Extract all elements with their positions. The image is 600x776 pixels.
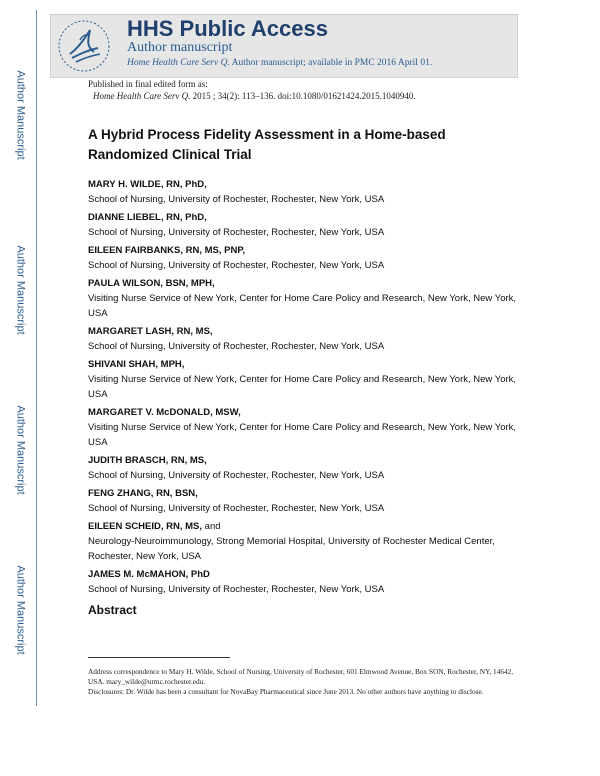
published-details: 2015 ; 34(2): 113–136. doi:10.1080/01621424.2015.1040940. [190, 91, 416, 101]
author-name-suffix: and [202, 521, 221, 532]
author-item [88, 453, 518, 483]
author-name: JUDITH BRASCH, RN, MS, [88, 455, 207, 466]
author-name: EILEEN FAIRBANKS, RN, MS, PNP, [88, 245, 246, 256]
author-item [88, 567, 518, 597]
paper-title: A Hybrid Process Fidelity Assessment in a Home-based Randomized Clinical Trial [88, 127, 446, 162]
author-name: MARGARET LASH, RN, MS, [88, 326, 213, 337]
footnote-correspondence: Address correspondence to Mary H. Wilde, School of Nursing, University of Rochester, 601 Elmwood Avenue, Box SON, Rochester, NY, 14642, USA. mary_wilde@urmc.rochester.edu. [88, 667, 514, 686]
footnote-disclosures: Disclosures: Dr. Wilde has been a consultant for NovaBay Pharmaceutical since June 2013. No other authors have anything to disclose. [88, 687, 484, 696]
side-divider [36, 10, 37, 706]
header-subtitle: Author manuscript [127, 40, 233, 55]
author-item [88, 210, 518, 240]
published-journal: Home Health Care Serv Q. [93, 91, 191, 101]
author-affiliation: School of Nursing, University of Rochester, Rochester, New York, USA [88, 260, 385, 271]
footnote-divider [88, 657, 230, 658]
author-affiliation: School of Nursing, University of Rochester, Rochester, New York, USA [88, 503, 385, 514]
author-affiliation: School of Nursing, University of Rochester, Rochester, New York, USA [88, 194, 385, 205]
author-name: SHIVANI SHAH, MPH, [88, 359, 185, 370]
author-name: EILEEN SCHEID, RN, MS, [88, 521, 203, 532]
author-list [88, 177, 518, 600]
author-affiliation: School of Nursing, University of Rochester, Rochester, New York, USA [88, 227, 385, 238]
author-item [88, 243, 518, 273]
author-name: DIANNE LIEBEL, RN, PhD, [88, 212, 207, 223]
side-label-author-manuscript: Author Manuscript [15, 245, 28, 335]
author-item [88, 177, 518, 207]
author-affiliation: School of Nursing, University of Rochester, Rochester, New York, USA [88, 470, 385, 481]
author-item [88, 405, 518, 450]
author-affiliation: Visiting Nurse Service of New York, Center for Home Care Policy and Research, New York, New York, USA [88, 293, 517, 319]
header-availability: Author manuscript; available in PMC 2016 April 01. [229, 58, 433, 68]
author-affiliation: School of Nursing, University of Rochester, Rochester, New York, USA [88, 584, 385, 595]
abstract-heading: Abstract [88, 603, 137, 617]
author-name: MARGARET V. McDONALD, MSW, [88, 407, 241, 418]
hhs-eagle-logo-icon [56, 18, 112, 74]
side-label-author-manuscript: Author Manuscript [15, 405, 28, 495]
author-affiliation: Visiting Nurse Service of New York, Center for Home Care Policy and Research, New York, New York, USA [88, 422, 517, 448]
author-name: FENG ZHANG, RN, BSN, [88, 488, 198, 499]
header-title: HHS Public Access [127, 16, 328, 41]
author-affiliation: Visiting Nurse Service of New York, Center for Home Care Policy and Research, New York, New York, USA [88, 374, 517, 400]
header-journal: Home Health Care Serv Q. [127, 58, 230, 68]
author-affiliation: Neurology-Neuroimmunology, Strong Memorial Hospital, University of Rochester Medical Center, Rochester, New York, USA [88, 536, 495, 562]
author-item [88, 276, 518, 321]
published-citation [93, 91, 416, 101]
side-label-author-manuscript: Author Manuscript [15, 70, 28, 160]
header-citation [127, 58, 432, 68]
author-affiliation: School of Nursing, University of Rochester, Rochester, New York, USA [88, 341, 385, 352]
published-label: Published in final edited form as: [88, 79, 208, 89]
author-name: PAULA WILSON, BSN, MPH, [88, 278, 215, 289]
author-item [88, 486, 518, 516]
author-name: JAMES M. McMAHON, PhD [88, 569, 210, 580]
side-label-author-manuscript: Author Manuscript [15, 565, 28, 655]
author-name: MARY H. WILDE, RN, PhD, [88, 179, 207, 190]
author-item [88, 357, 518, 402]
author-name-line [88, 519, 518, 534]
author-item [88, 324, 518, 354]
author-item [88, 519, 518, 564]
